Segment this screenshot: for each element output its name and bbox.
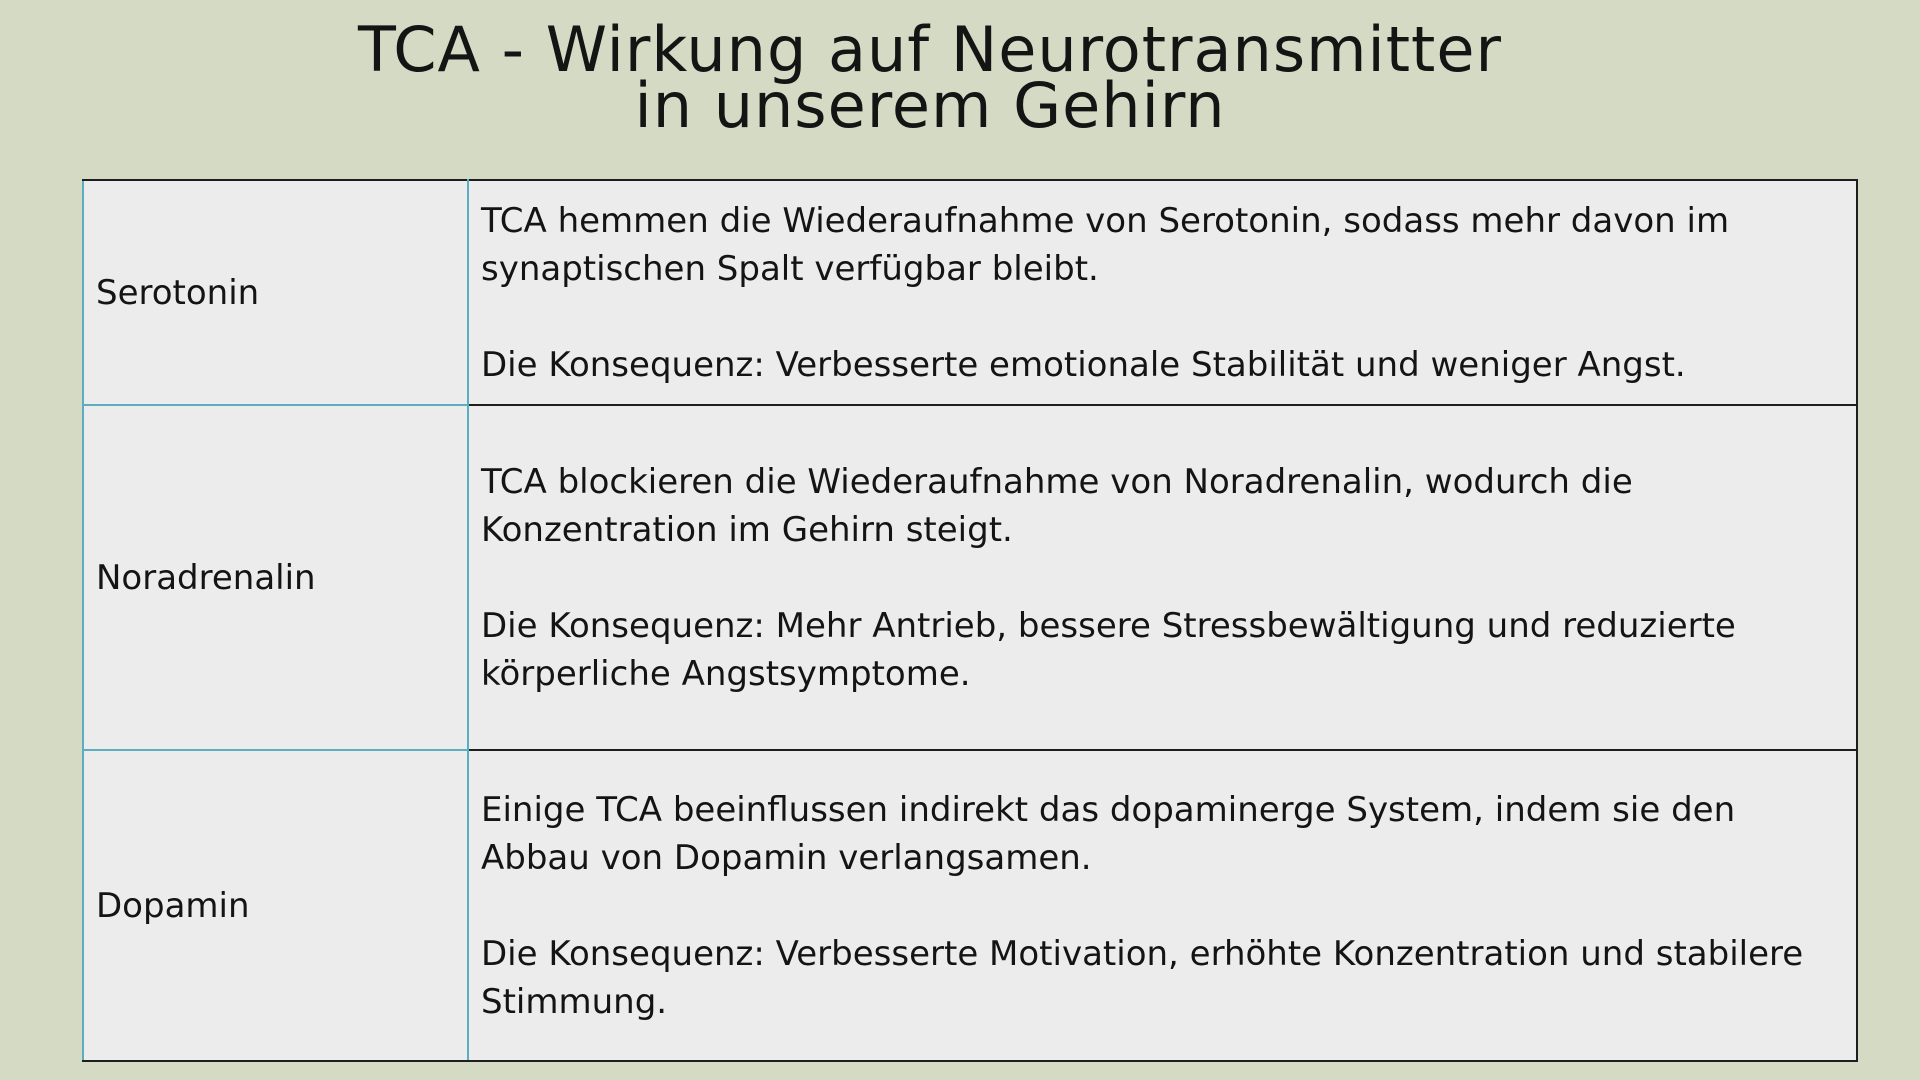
- effect-text: Einige TCA beeinflussen indirekt das dopaminerge System, indem sie den Abbau von Dopamin verlangsamen.: [481, 789, 1736, 878]
- effect-description: [468, 180, 1857, 405]
- effect-text: TCA hemmen die Wiederaufnahme von Serotonin, sodass mehr davon im synaptischen Spalt verfügbar bleibt.: [481, 200, 1730, 289]
- title-line-1: TCA - Wirkung auf Neurotransmitter: [357, 13, 1502, 86]
- table-row: [83, 750, 1857, 1061]
- consequence-text: Die Konsequenz: Mehr Antrieb, bessere Stressbewältigung und reduzierte körperliche Angstsymptome.: [481, 605, 1736, 694]
- title-line-2: in unserem Gehirn: [634, 69, 1226, 142]
- neurotransmitter-table: [82, 179, 1858, 1062]
- table-row: [83, 180, 1857, 405]
- neurotransmitter-name: Dopamin: [83, 750, 468, 1061]
- neurotransmitter-name: Serotonin: [83, 180, 468, 405]
- effect-text: TCA blockieren die Wiederaufnahme von Noradrenalin, wodurch die Konzentration im Gehirn steigt.: [481, 461, 1633, 550]
- consequence-text: Die Konsequenz: Verbesserte Motivation, erhöhte Konzentration und stabilere Stimmung.: [481, 933, 1804, 1022]
- page-title: [0, 13, 1860, 142]
- consequence-text: Die Konsequenz: Verbesserte emotionale Stabilität und weniger Angst.: [481, 344, 1686, 385]
- effect-description: [468, 405, 1857, 750]
- effect-description: [468, 750, 1857, 1061]
- neurotransmitter-name: Noradrenalin: [83, 405, 468, 750]
- table-row: [83, 405, 1857, 750]
